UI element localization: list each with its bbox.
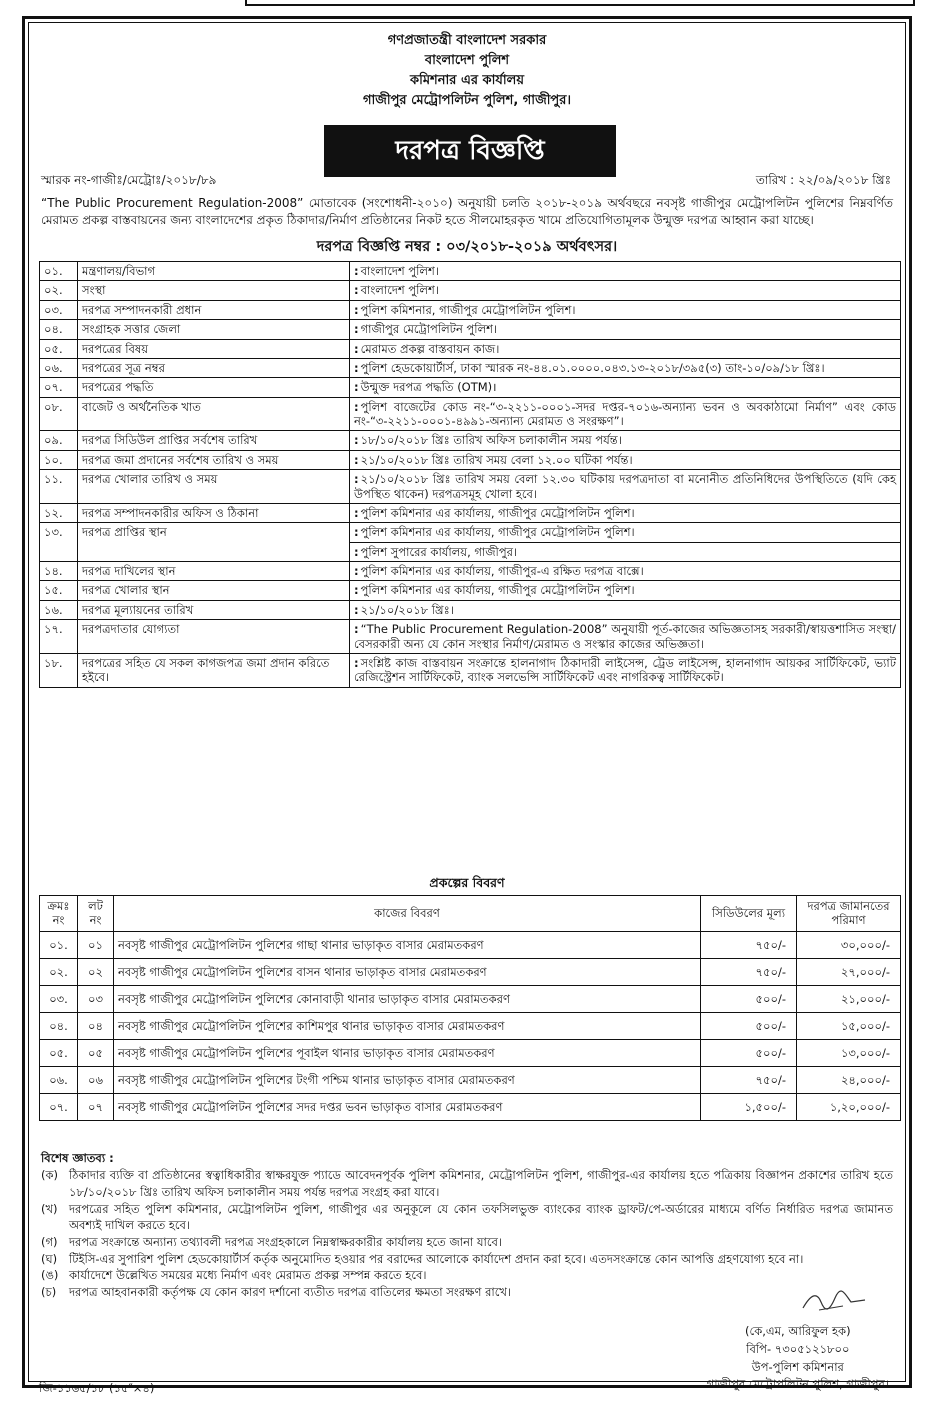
project-description: নবসৃষ্ট গাজীপুর মেট্রোপলিটন পুলিশের সদর দপ্তর ভবন ভাড়াকৃত বাসার মেরামতকরণ: [114, 1093, 701, 1120]
detail-value: [350, 378, 901, 397]
detail-number: ০২.: [40, 281, 78, 300]
detail-value: [350, 358, 901, 377]
notice-inner: [28, 22, 906, 1395]
special-note: [41, 1201, 893, 1234]
project-details-title: প্রকল্পের বিবরণ: [429, 875, 505, 890]
detail-label: সংগ্রাহক সত্তার জেলা: [78, 320, 350, 339]
special-note-text: ঠিকাদার ব্যক্তি বা প্রতিষ্ঠানের স্বত্বাধিকারীর স্বাক্ষরযুক্ত প্যাডে আবেদনপূর্বক পুলিশ কমিশনার, মেট্রোপলিটন পুলিশ, গাজীপুর-এর কার্যালয় হতে পত্রিকায় বিজ্ঞাপন প্রকাশের তারিখ হতে ১৮/১০/২০১৮ খ্রিঃ তারিখ অফিস চলাকালীন সময় পর্যন্ত দরপত্র সংগ্রহ করা যাবে।: [69, 1168, 893, 1200]
detail-number: ০৭.: [40, 378, 78, 397]
detail-label: দরপত্র দাখিলের স্থান: [78, 562, 350, 581]
detail-label: দরপত্রের সূত্র নম্বর: [78, 358, 350, 377]
detail-value-text: পুলিশ বাজেটের কোড নং-“৩-২২১১-০০০১-সদর দপ্তর-৭০১৬-অন্যান্য ভবন ও অবকাঠামো নির্মাণ” এবং কোড নং-“৩-২২১১-০০০১-৪৯৯১-অন্যান্য মেরামত ও সংরক্ষণ”।: [354, 399, 896, 428]
detail-row: [40, 470, 901, 504]
detail-row: [40, 378, 901, 397]
notice-title: দরপত্র বিজ্ঞপ্তি: [324, 125, 616, 177]
detail-label: সংস্থা: [78, 281, 350, 300]
detail-number: ০১.: [40, 262, 78, 281]
detail-number: ১৬.: [40, 600, 78, 619]
project-lot: ০৫: [78, 1039, 114, 1066]
project-row: [40, 1039, 901, 1066]
tender-notice-number: দরপত্র বিজ্ঞপ্তি নম্বর : ০৩/২০১৮-২০১৯ অর্থবৎসর।: [316, 239, 618, 255]
project-row: [40, 958, 901, 985]
project-serial: ০৩.: [40, 985, 78, 1012]
col-schedule-price: সিডিউলের মূল্য: [701, 896, 797, 932]
detail-label: দরপত্রের বিষয়: [78, 339, 350, 358]
detail-value: [350, 562, 901, 581]
project-serial: ০৭.: [40, 1093, 78, 1120]
project-security: ২১,০০০/-: [797, 985, 901, 1012]
project-security: ১৫,০০০/-: [797, 1012, 901, 1039]
special-note-text: দরপত্র আহবানকারী কর্তৃপক্ষ যে কোন কারণ দর্শানো ব্যতীত দরপত্র বাতিলের ক্ষমতা সংরক্ষণ রাখে।: [69, 1285, 512, 1300]
notice-frame: [22, 16, 912, 1395]
project-table-header: [40, 896, 901, 932]
special-note-key: (গ): [41, 1235, 58, 1250]
detail-label: দরপত্র সিডিউল প্রাপ্তির সর্বশেষ তারিখ: [78, 431, 350, 450]
detail-number: ১২.: [40, 503, 78, 522]
header-office: কমিশনার এর কার্যালয়: [410, 73, 524, 88]
detail-value: [350, 503, 901, 522]
project-serial: ০৪.: [40, 1012, 78, 1039]
detail-number: ১৭.: [40, 620, 78, 654]
detail-label: দরপত্র মূল্যায়নের তারিখ: [78, 600, 350, 619]
special-note-key: (ঙ): [41, 1268, 59, 1283]
project-lot: ০৩: [78, 985, 114, 1012]
special-note: [41, 1167, 893, 1200]
detail-value: [350, 281, 901, 300]
detail-value-text: পুলিশ কমিশনার এর কার্যালয়, গাজীপুর মেট্রোপলিটন পুলিশ।: [360, 525, 635, 540]
project-schedule-price: ৭৫০/-: [701, 931, 797, 958]
detail-colon: :: [354, 360, 359, 375]
detail-colon: :: [354, 505, 359, 520]
detail-value-text: পুলিশ কমিশনার এর কার্যালয়, গাজীপুর মেট্রোপলিটন পুলিশ।: [360, 583, 635, 598]
detail-colon: :: [354, 380, 359, 395]
detail-colon: :: [354, 583, 359, 598]
detail-value: [350, 320, 901, 339]
detail-row: [40, 358, 901, 377]
project-lot: ০৭: [78, 1093, 114, 1120]
detail-value-text: পুলিশ হেডকোয়ার্টার্স, ঢাকা স্মারক নং-৪৪.০১.০০০০.০৪৩.১৩-২০১৮/৩৯৫(৩) তাং-১০/০৯/১৮ খ্রিঃ।: [360, 360, 825, 375]
detail-value-text: পুলিশ কমিশনার এর কার্যালয়, গাজীপুর মেট্রোপলিটন পুলিশ।: [360, 505, 635, 520]
project-row: [40, 931, 901, 958]
detail-value-text: ২১/১০/২০১৮ খ্রিঃ তারিখ সময় বেলা ১২.০০ ঘটিকা পর্যন্ত।: [360, 452, 633, 467]
project-lot: ০৪: [78, 1012, 114, 1039]
detail-value: [350, 431, 901, 450]
project-description: নবসৃষ্ট গাজীপুর মেট্রোপলিটন পুলিশের পূবাইল থানার ভাড়াকৃত বাসার মেরামতকরণ: [114, 1039, 701, 1066]
project-serial: ০১.: [40, 931, 78, 958]
detail-row: [40, 281, 901, 300]
detail-value-text: সংশ্লিষ্ট কাজ বাস্তবায়ন সংক্রান্তে হালনাগাদ ঠিকাদারী লাইসেন্স, ট্রেড লাইসেন্স, হালনাগাদ আয়কর সার্টিফিকেট, ভ্যাট রেজিস্ট্রেশন সার্টিফিকেট, ব্যাংক সলভেন্সি সার্টিফিকেট এবং নাগরিকত্ব সার্টিফিকেট।: [354, 655, 896, 685]
detail-number: ০৫.: [40, 339, 78, 358]
detail-colon: :: [354, 544, 359, 559]
detail-row: [40, 620, 901, 654]
project-security: ২৪,০০০/-: [797, 1066, 901, 1093]
tender-details-table: [39, 261, 901, 688]
detail-value-text: ২১/১০/২০১৮ খ্রিঃ তারিখ সময় বেলা ১২.৩০ ঘটিকায় দরপত্রদাতা বা মনোনীত প্রতিনিধিদের উপস্থিতিতে (যদি কেহ উপস্থিত থাকেন) দরপত্রসমূহ খোলা হবে।: [354, 472, 896, 501]
col-security: দরপত্র জামানতের পরিমাণ: [797, 896, 901, 932]
detail-value: [350, 339, 901, 358]
detail-value-text: ২১/১০/২০১৮ খ্রিঃ।: [360, 602, 454, 617]
detail-number: ০৪.: [40, 320, 78, 339]
notice-date: তারিখ : ২২/০৯/২০১৮ খ্রিঃ: [755, 173, 891, 187]
detail-label: দরপত্রের পদ্ধতি: [78, 378, 350, 397]
detail-label: বাজেট ও অর্থনৈতিক খাত: [78, 397, 350, 431]
detail-value-text: বাংলাদেশ পুলিশ।: [360, 264, 439, 278]
project-schedule-price: ৭৫০/-: [701, 958, 797, 985]
project-table: [39, 895, 901, 1121]
detail-number: ০৯.: [40, 431, 78, 450]
detail-colon: :: [354, 564, 359, 578]
detail-label: দরপত্র খোলার তারিখ ও সময়: [78, 470, 350, 504]
signatory-bp: বিপি- ৭৩০৫১২১৮০০: [746, 1341, 850, 1356]
project-schedule-price: ১,৫০০/-: [701, 1093, 797, 1120]
detail-row: [40, 562, 901, 581]
detail-label: দরপত্র সম্পাদনকারীর অফিস ও ঠিকানা: [78, 503, 350, 522]
special-note-text: দরপত্র সংক্রান্তে অন্যান্য তথ্যাবলী দরপত্র সংগ্রহকালে নিম্নস্বাক্ষরকারীর কার্যালয় হতে জানা যাবে।: [69, 1235, 503, 1250]
project-description: নবসৃষ্ট গাজীপুর মেট্রোপলিটন পুলিশের বাসন থানার ভাড়াকৃত বাসার মেরামতকরণ: [114, 958, 701, 985]
detail-row: [40, 339, 901, 358]
detail-number: ১৪.: [40, 562, 78, 581]
detail-colon: :: [354, 433, 359, 448]
top-strip: [0, 0, 927, 14]
detail-value: [350, 523, 901, 542]
detail-value: [350, 450, 901, 469]
signature-mark: [799, 1288, 869, 1314]
detail-value-text: উন্মুক্ত দরপত্র পদ্ধতি (OTM)।: [360, 380, 497, 395]
detail-colon: :: [354, 452, 359, 467]
project-security: ৩০,০০০/-: [797, 931, 901, 958]
project-description: নবসৃষ্ট গাজীপুর মেট্রোপলিটন পুলিশের টংগী পশ্চিম থানার ভাড়াকৃত বাসার মেরামতকরণ: [114, 1066, 701, 1093]
col-lot: লট নং: [78, 896, 114, 932]
header-police: বাংলাদেশ পুলিশ: [424, 53, 510, 68]
special-note-text: টিইসি-এর সুপারিশ পুলিশ হেডকোয়ার্টার্স কর্তৃক অনুমোদিত হওয়ার পর বরাদ্দের আলোকে কার্যাদেশ প্রদান করা হবে। এতদসংক্রান্তে কোন আপত্তি গ্রহণযোগ্য হবে না।: [69, 1251, 804, 1266]
detail-label: দরপত্রের সহিত যে সকল কাগজপত্র জমা প্রদান করিতে হইবে।: [78, 653, 350, 687]
detail-value-text: গাজীপুর মেট্রোপলিটন পুলিশ।: [360, 322, 498, 337]
signatory-designation: উপ-পুলিশ কমিশনার: [751, 1359, 844, 1374]
detail-value-text: পুলিশ কমিশনার, গাজীপুর মেট্রোপলিটন পুলিশ।: [360, 302, 576, 317]
detail-colon: :: [354, 302, 359, 317]
detail-colon: :: [354, 264, 359, 278]
detail-row: [40, 600, 901, 619]
detail-colon: :: [354, 525, 359, 540]
project-schedule-price: ৭৫০/-: [701, 1066, 797, 1093]
detail-value-text: “The Public Procurement Regulation-2008” অনুযায়ী পূর্ত-কাজের অভিজ্ঞতাসহ সরকারী/স্বায়ত্তশাসিত সংস্থা/বেসরকারী অন্য যে কোন সংস্থার নির্মাণ/মেরামত ও সংস্কার কাজের অভিজ্ঞতা।: [354, 622, 896, 651]
detail-row: [40, 262, 901, 281]
header-location: গাজীপুর মেট্রোপলিটন পুলিশ, গাজীপুর।: [362, 93, 572, 108]
memo-number: স্মারক নং-গাজীঃ/মেট্রোঃ/২০১৮/৮৯: [41, 173, 217, 187]
project-serial: ০৬.: [40, 1066, 78, 1093]
detail-row: [40, 320, 901, 339]
project-schedule-price: ৫০০/-: [701, 1012, 797, 1039]
detail-number: ১০.: [40, 450, 78, 469]
project-serial: ০৫.: [40, 1039, 78, 1066]
special-note: [41, 1284, 893, 1301]
detail-colon: :: [354, 472, 359, 487]
detail-colon: :: [354, 655, 359, 670]
detail-colon: :: [354, 399, 359, 414]
detail-row: [40, 503, 901, 522]
detail-value-text: পুলিশ সুপারের কার্যালয়, গাজীপুর।: [360, 544, 518, 559]
special-note: [41, 1251, 893, 1268]
detail-value: [350, 262, 901, 281]
detail-value: [350, 581, 901, 600]
project-security: ২৭,০০০/-: [797, 958, 901, 985]
project-row: [40, 1066, 901, 1093]
detail-label: মন্ত্রণালয়/বিভাগ: [78, 262, 350, 281]
header-government: গণপ্রজাতন্ত্রী বাংলাদেশ সরকার: [387, 33, 547, 48]
project-security: ১,২০,০০০/-: [797, 1093, 901, 1120]
detail-colon: :: [354, 341, 359, 356]
detail-value: [350, 653, 901, 687]
detail-number: ০৩.: [40, 300, 78, 319]
project-schedule-price: ৫০০/-: [701, 1039, 797, 1066]
detail-number: ১৫.: [40, 581, 78, 600]
detail-colon: :: [354, 322, 359, 337]
detail-row: [40, 653, 901, 687]
project-lot: ০৬: [78, 1066, 114, 1093]
detail-value: [350, 470, 901, 504]
special-note-text: কার্যাদেশে উল্লেখিত সময়ের মধ্যে নির্মাণ এবং মেরামত প্রকল্প সম্পন্ন করতে হবে।: [69, 1268, 427, 1283]
detail-label: দরপত্রদাতার যোগ্যতা: [78, 620, 350, 654]
special-note: [41, 1234, 893, 1251]
detail-number: ০৮.: [40, 397, 78, 431]
detail-row: [40, 581, 901, 600]
project-row: [40, 985, 901, 1012]
signatory-office: গাজীপুর মেট্রোপলিটন পুলিশ, গাজীপুর।: [706, 1377, 889, 1392]
detail-row: [40, 397, 901, 431]
project-description: নবসৃষ্ট গাজীপুর মেট্রোপলিটন পুলিশের গাছা থানার ভাড়াকৃত বাসার মেরামতকরণ: [114, 931, 701, 958]
col-description: কাজের বিবরণ: [114, 896, 701, 932]
detail-row: [40, 431, 901, 450]
detail-colon: :: [354, 283, 359, 298]
detail-value: [350, 542, 901, 561]
special-note: [41, 1267, 893, 1284]
detail-row: [40, 450, 901, 469]
project-lot: ০১: [78, 931, 114, 958]
project-serial: ০২.: [40, 958, 78, 985]
project-row: [40, 1012, 901, 1039]
detail-label: দরপত্র জমা প্রদানের সর্বশেষ তারিখ ও সময়: [78, 450, 350, 469]
special-notes-title: বিশেষ জ্ঞাতব্য :: [41, 1151, 114, 1165]
project-schedule-price: ৫০০/-: [701, 985, 797, 1012]
detail-value: [350, 397, 901, 431]
detail-colon: :: [354, 602, 359, 617]
detail-row: [40, 300, 901, 319]
col-serial: ক্রমঃ নং: [40, 896, 78, 932]
detail-row: [40, 523, 901, 542]
signatory-block: [707, 1323, 889, 1394]
detail-value-text: পুলিশ কমিশনার এর কার্যালয়, গাজীপুর-এ রক্ষিত দরপত্র বাক্সে।: [360, 564, 644, 578]
detail-number: ১৩.: [40, 523, 78, 562]
intro-paragraph: “The Public Procurement Regulation-2008” মোতাবেক (সংশোধনী-২০১০) অনুযায়ী চলতি ২০১৮-২০১৯ অর্থবছরে নবসৃষ্ট গাজীপুর মেট্রোপলিটন পুলিশের নিম্নবর্ণিত মেরামত প্রকল্প বাস্তবায়নের জন্য বাংলাদেশের প্রকৃত ঠিকাদার/নির্মাণ প্রতিষ্ঠানের নিকট হতে সীলমোহরকৃত খামে প্রতিযোগিতামূলক উন্মুক্ত দরপত্র আহ্বান করা যাচ্ছে।: [41, 196, 893, 228]
advertisement-reference: জি-১১৬৫/১৮ (১৫″×৪): [39, 1381, 155, 1395]
detail-value: [350, 600, 901, 619]
detail-value: [350, 300, 901, 319]
detail-label: দরপত্র সম্পাদনকারী প্রধান: [78, 300, 350, 319]
previous-notice-border: [245, 0, 915, 6]
special-note-text: দরপত্রের সহিত পুলিশ কমিশনার, মেট্রোপলিটন পুলিশ, গাজীপুর এর অনুকূলে যে কোন তফসিলভুক্ত ব্যাংকের ব্যাংক ড্রাফট/পে-অর্ডারের মাধ্যমে বর্ণিত নির্ধারিত দরপত্র জামানত অবশ্যই দাখিল করতে হবে।: [69, 1201, 893, 1233]
detail-value-text: ১৮/১০/২০১৮ খ্রিঃ তারিখ অফিস চলাকালীন সময় পর্যন্ত।: [360, 433, 622, 448]
project-lot: ০২: [78, 958, 114, 985]
project-security: ১৩,০০০/-: [797, 1039, 901, 1066]
special-notes: [41, 1151, 893, 1301]
project-description: নবসৃষ্ট গাজীপুর মেট্রোপলিটন পুলিশের কোনাবাড়ী থানার ভাড়াকৃত বাসার মেরামতকরণ: [114, 985, 701, 1012]
project-row: [40, 1093, 901, 1120]
project-description: নবসৃষ্ট গাজীপুর মেট্রোপলিটন পুলিশের কাশিমপুর থানার ভাড়াকৃত বাসার মেরামতকরণ: [114, 1012, 701, 1039]
signatory-name: (কে,এম, আরিফুল হক): [745, 1324, 851, 1338]
special-note-key: (ঘ): [41, 1251, 58, 1266]
special-note-key: (চ): [41, 1285, 57, 1300]
detail-value: [350, 620, 901, 654]
detail-number: ০৬.: [40, 358, 78, 377]
special-note-key: (ক): [41, 1168, 59, 1183]
detail-value-text: মেরামত প্রকল্প বাস্তবায়ন কাজ।: [360, 341, 500, 356]
detail-label: দরপত্র প্রাপ্তির স্থান: [78, 523, 350, 562]
detail-colon: :: [354, 622, 359, 637]
special-note-key: (খ): [41, 1201, 58, 1216]
detail-label: দরপত্র খোলার স্থান: [78, 581, 350, 600]
detail-number: ১১.: [40, 470, 78, 504]
detail-number: ১৮.: [40, 653, 78, 687]
detail-value-text: বাংলাদেশ পুলিশ।: [360, 283, 439, 298]
